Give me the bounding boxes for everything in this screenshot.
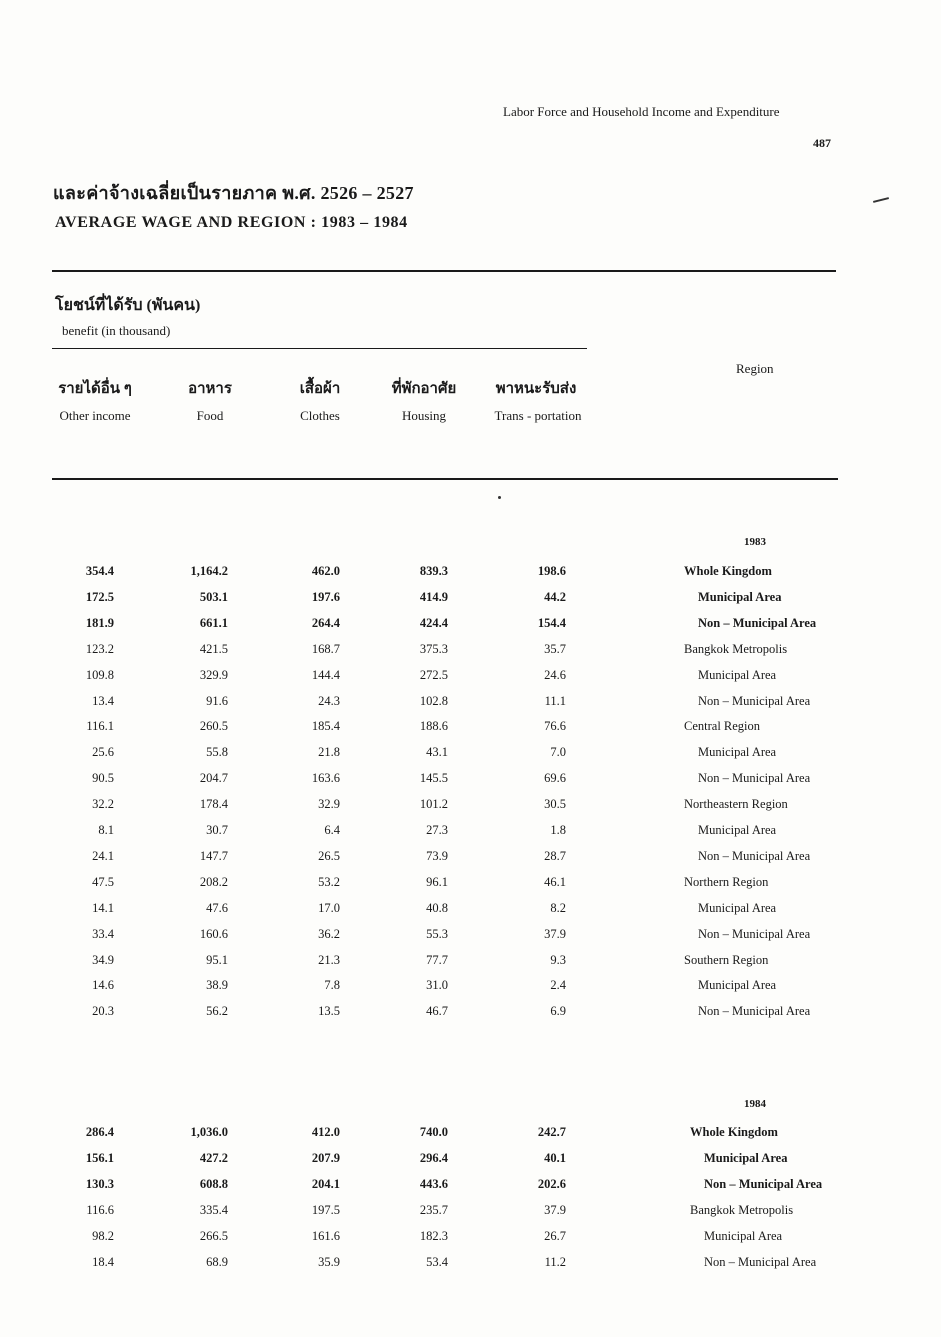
table-cell: 56.2 [206, 1004, 228, 1019]
column-header-other-income-thai: รายได้อื่น ๆ [58, 381, 132, 397]
region-label: Municipal Area [698, 978, 777, 993]
table-cell: 204.7 [199, 771, 228, 786]
table-cell: 8.1 [98, 823, 114, 837]
table-cell: 6.4 [324, 823, 340, 837]
year-1983-heading: 1983 [744, 536, 766, 548]
table-cell: 37.9 [544, 1202, 566, 1217]
region-label: Whole Kingdom [684, 564, 772, 578]
table-row [0, 797, 941, 821]
column-header-housing-thai: ที่พักอาศัย [391, 381, 457, 397]
table-cell: 30.5 [544, 797, 566, 812]
region-label: Non – Municipal Area [698, 1004, 811, 1019]
table-cell: 375.3 [419, 641, 448, 656]
region-label: Non – Municipal Area [704, 1254, 817, 1269]
table-cell: 185.4 [311, 719, 340, 734]
table-cell: 116.1 [86, 719, 114, 734]
table-title-thai: และค่าจ้างเฉลี่ยเป็นรายภาค พ.ศ. 2526 – 2527 [53, 183, 414, 203]
table-cell: 130.3 [85, 1176, 114, 1191]
table-cell: 154.4 [537, 615, 566, 630]
table-row [0, 927, 941, 951]
table-cell: 208.2 [199, 874, 228, 889]
table-row [0, 564, 941, 588]
region-label: Non – Municipal Area [698, 771, 811, 786]
table-cell: 24.1 [92, 848, 114, 863]
table-cell: 147.7 [199, 848, 228, 863]
table-cell: 13.4 [92, 693, 114, 708]
column-header-region: Region [736, 361, 774, 376]
table-cell: 296.4 [419, 1150, 448, 1165]
table-row [0, 668, 941, 692]
table-row [0, 590, 941, 614]
table-cell: 443.6 [419, 1176, 448, 1191]
table-cell: 286.4 [85, 1125, 114, 1139]
table-row [0, 1004, 941, 1028]
table-cell: 6.9 [550, 1004, 566, 1019]
table-cell: 354.4 [85, 564, 114, 578]
table-cell: 55.8 [206, 745, 228, 760]
table-cell: 1,164.2 [190, 564, 228, 578]
table-cell: 123.2 [85, 641, 114, 656]
table-cell: 188.6 [419, 719, 448, 734]
table-cell: 329.9 [199, 667, 228, 682]
table-cell: 36.2 [318, 926, 340, 941]
table-row [0, 694, 941, 718]
table-cell: 178.4 [199, 797, 228, 812]
region-label: Central Region [684, 719, 761, 734]
table-cell: 335.4 [199, 1202, 228, 1217]
table-cell: 37.9 [544, 926, 566, 941]
top-rule [52, 270, 836, 272]
table-cell: 8.2 [550, 900, 566, 915]
column-header-clothes: Clothes [300, 408, 340, 423]
table-cell: 35.7 [544, 641, 566, 656]
group-header-english: benefit (in thousand) [62, 323, 171, 338]
running-head: Labor Force and Household Income and Expenditure [503, 104, 780, 119]
table-cell: 503.1 [199, 589, 228, 604]
table-cell: 160.6 [199, 926, 228, 941]
table-cell: 24.3 [318, 693, 340, 708]
table-cell: 204.1 [311, 1176, 340, 1191]
table-cell: 462.0 [311, 564, 340, 578]
table-cell: 31.0 [426, 978, 448, 993]
table-row [0, 849, 941, 873]
table-cell: 101.2 [419, 797, 448, 812]
column-header-clothes-thai: เสื้อผ้า [299, 381, 341, 397]
table-cell: 161.6 [311, 1228, 340, 1243]
table-row [0, 616, 941, 640]
table-cell: 156.1 [85, 1150, 114, 1165]
table-row [0, 642, 941, 666]
table-cell: 90.5 [92, 771, 114, 786]
table-cell: 28.7 [544, 848, 566, 863]
table-cell: 7.0 [550, 745, 566, 760]
table-cell: 144.4 [311, 667, 340, 682]
group-rule [52, 348, 587, 349]
region-label: Municipal Area [704, 1150, 788, 1165]
table-cell: 53.2 [318, 874, 340, 889]
region-label: Municipal Area [698, 900, 777, 915]
table-cell: 53.4 [426, 1254, 448, 1269]
region-label: Bangkok Metropolis [690, 1202, 794, 1217]
table-cell: 116.6 [86, 1202, 114, 1217]
table-cell: 18.4 [92, 1254, 114, 1269]
table-cell: 266.5 [199, 1228, 228, 1243]
table-row [0, 1255, 941, 1279]
table-cell: 30.7 [206, 823, 228, 837]
table-row [0, 1151, 941, 1175]
table-cell: 46.1 [544, 874, 566, 889]
table-cell: 33.4 [92, 926, 114, 941]
table-cell: 27.3 [426, 823, 448, 837]
region-label: Whole Kingdom [690, 1125, 778, 1139]
table-title-english: AVERAGE WAGE AND REGION : 1983 – 1984 [55, 214, 408, 231]
table-cell: 76.6 [544, 719, 566, 734]
table-cell: 40.1 [544, 1150, 566, 1165]
region-label: Non – Municipal Area [698, 693, 811, 708]
table-cell: 839.3 [419, 564, 448, 578]
column-header-transportation: Trans - portation [494, 408, 582, 423]
column-header-housing: Housing [401, 408, 447, 423]
table-cell: 2.4 [550, 978, 566, 993]
region-label: Non – Municipal Area [698, 615, 817, 630]
table-cell: 207.9 [311, 1150, 340, 1165]
table-cell: 168.7 [311, 641, 340, 656]
table-row [0, 901, 941, 925]
table-row [0, 745, 941, 769]
region-label: Municipal Area [698, 667, 777, 682]
region-label: Municipal Area [698, 589, 782, 604]
table-cell: 40.8 [426, 900, 448, 915]
scan-dot [498, 496, 501, 499]
table-row [0, 953, 941, 977]
table-row [0, 875, 941, 899]
table-cell: 14.1 [92, 900, 114, 915]
table-cell: 608.8 [199, 1176, 228, 1191]
table-row [0, 771, 941, 795]
table-cell: 14.6 [92, 978, 114, 993]
table-cell: 73.9 [426, 848, 448, 863]
table-cell: 427.2 [199, 1150, 228, 1165]
region-label: Non – Municipal Area [704, 1176, 823, 1191]
table-cell: 661.1 [199, 615, 228, 630]
table-cell: 91.6 [206, 693, 228, 708]
table-cell: 412.0 [311, 1125, 340, 1139]
table-cell: 26.7 [544, 1228, 566, 1243]
region-label: Non – Municipal Area [698, 926, 811, 941]
column-header-transportation-thai: พาหนะรับส่ง [495, 381, 577, 397]
table-cell: 32.9 [318, 797, 340, 812]
table-cell: 96.1 [426, 874, 448, 889]
table-cell: 109.8 [85, 667, 114, 682]
table-cell: 25.6 [92, 745, 114, 760]
table-cell: 1,036.0 [190, 1125, 228, 1139]
region-label: Municipal Area [698, 823, 777, 837]
table-cell: 197.5 [311, 1202, 340, 1217]
table-cell: 47.6 [206, 900, 228, 915]
header-bottom-rule [52, 478, 838, 480]
table-cell: 198.6 [537, 564, 566, 578]
table-cell: 421.5 [199, 641, 228, 656]
table-cell: 11.2 [544, 1254, 566, 1269]
table-cell: 197.6 [311, 589, 340, 604]
table-cell: 21.3 [318, 952, 340, 967]
table-cell: 740.0 [419, 1125, 448, 1139]
table-cell: 102.8 [419, 693, 448, 708]
table-cell: 43.1 [426, 745, 448, 760]
table-cell: 55.3 [426, 926, 448, 941]
table-cell: 260.5 [199, 719, 228, 734]
table-cell: 26.5 [318, 848, 340, 863]
table-cell: 68.9 [206, 1254, 228, 1269]
region-label: Municipal Area [704, 1228, 783, 1243]
column-header-food-thai: อาหาร [188, 381, 232, 397]
table-cell: 69.6 [544, 771, 566, 786]
table-cell: 11.1 [544, 693, 566, 708]
table-cell: 1.8 [550, 823, 566, 837]
year-1984-heading: 1984 [744, 1098, 766, 1110]
table-row [0, 1177, 941, 1201]
scan-mark [873, 197, 889, 203]
table-cell: 235.7 [419, 1202, 448, 1217]
table-cell: 7.8 [324, 978, 340, 993]
table-cell: 163.6 [311, 771, 340, 786]
region-label: Northeastern Region [684, 797, 788, 812]
column-header-food: Food [196, 408, 224, 423]
table-cell: 24.6 [544, 667, 566, 682]
table-cell: 424.4 [419, 615, 448, 630]
table-cell: 9.3 [550, 952, 566, 967]
region-label: Southern Region [684, 952, 769, 967]
table-cell: 202.6 [537, 1176, 566, 1191]
region-label: Non – Municipal Area [698, 848, 811, 863]
table-cell: 20.3 [92, 1004, 114, 1019]
table-cell: 145.5 [419, 771, 448, 786]
column-header-other-income: Other income [59, 408, 131, 423]
table-cell: 21.8 [318, 745, 340, 760]
table-cell: 182.3 [419, 1228, 448, 1243]
table-cell: 35.9 [318, 1254, 340, 1269]
table-cell: 181.9 [85, 615, 114, 630]
page-number: 487 [813, 136, 831, 150]
table-cell: 172.5 [85, 589, 114, 604]
table-cell: 242.7 [537, 1125, 566, 1139]
region-label: Bangkok Metropolis [684, 641, 788, 656]
table-cell: 77.7 [426, 952, 448, 967]
table-cell: 414.9 [419, 589, 448, 604]
table-cell: 98.2 [92, 1228, 114, 1243]
table-cell: 13.5 [318, 1004, 340, 1019]
group-header-thai: โยชน์ที่ได้รับ (พันคน) [55, 297, 201, 314]
table-cell: 46.7 [426, 1004, 448, 1019]
table-row [0, 823, 941, 847]
table-row [0, 719, 941, 743]
table-cell: 47.5 [92, 874, 114, 889]
region-label: Northern Region [684, 874, 769, 889]
table-row [0, 978, 941, 1002]
table-cell: 272.5 [419, 667, 448, 682]
table-row [0, 1229, 941, 1253]
table-cell: 32.2 [92, 797, 114, 812]
table-row [0, 1203, 941, 1227]
table-cell: 44.2 [544, 589, 566, 604]
region-label: Municipal Area [698, 745, 777, 760]
table-cell: 38.9 [206, 978, 228, 993]
table-cell: 34.9 [92, 952, 114, 967]
table-cell: 17.0 [318, 900, 340, 915]
table-row [0, 1125, 941, 1149]
table-cell: 264.4 [311, 615, 340, 630]
table-cell: 95.1 [206, 952, 228, 967]
